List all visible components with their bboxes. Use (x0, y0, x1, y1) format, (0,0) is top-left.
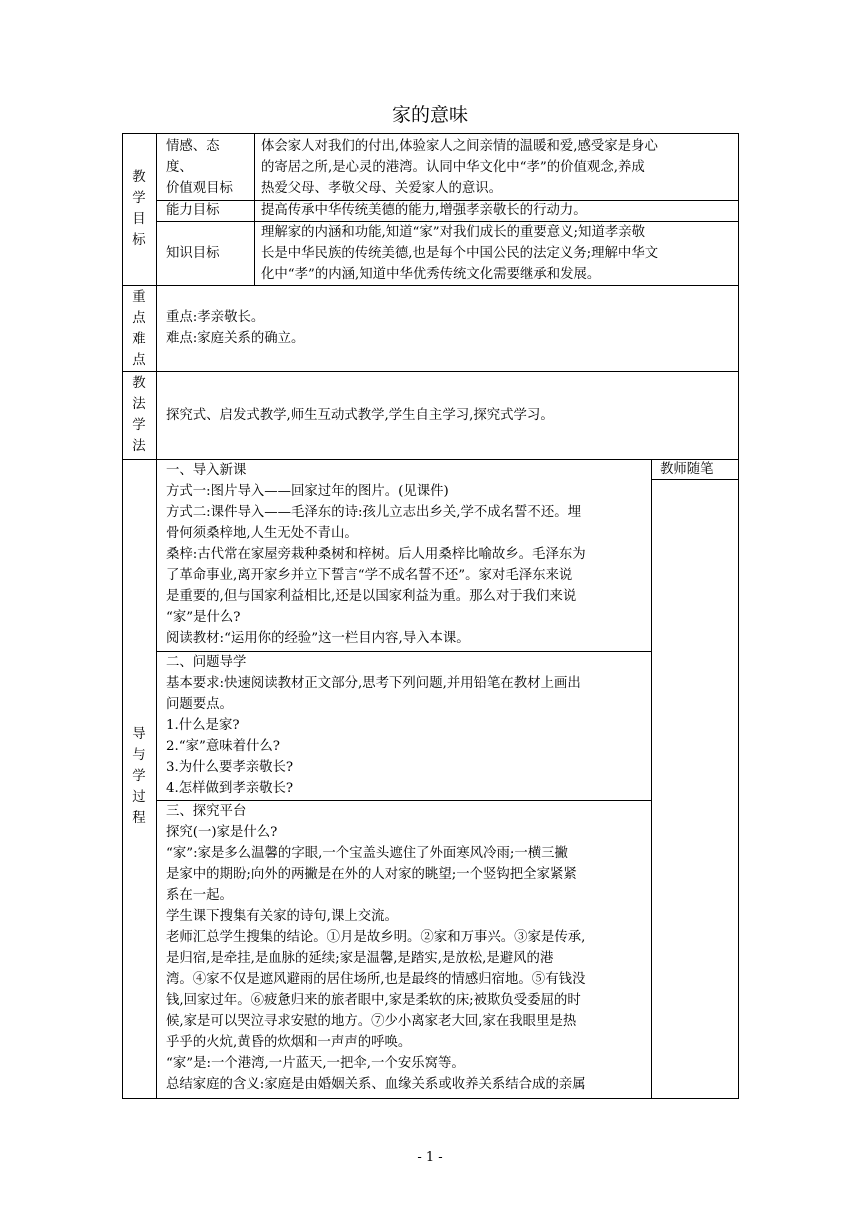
text-line: 桑梓:古代常在家屋旁栽种桑树和梓树。后人用桑梓比喻故乡。毛泽东为 (166, 547, 586, 562)
label-line: 情感、态 (166, 139, 220, 154)
section-heading: 三、探究平台 (166, 804, 247, 819)
text-line: 体会家人对我们的付出,体验家人之间亲情的温暖和爱,感受家是身心 (261, 139, 658, 154)
category-char: 重 (132, 290, 146, 305)
page-number: - 1 - (417, 1150, 443, 1165)
text-line: 探究(一)家是什么? (166, 825, 278, 840)
question-item: 4.怎样做到孝亲敬长? (166, 781, 294, 796)
text-line: “家”是什么? (166, 610, 241, 625)
text-line: 理解家的内涵和功能,知道“家”对我们成长的重要意义;知道孝亲敬 (261, 225, 646, 240)
text-line: 方式一:图片导入——回家过年的图片。(见课件) (166, 484, 449, 499)
objective-label-knowledge: 知识目标 (166, 246, 220, 261)
text-line: 化中“孝”的内涵,知道中华优秀传统文化需要继承和发展。 (261, 267, 601, 282)
document-title: 家的意味 (391, 104, 468, 126)
objective-label-ability: 能力目标 (166, 203, 220, 218)
text-line: 湾。④家不仅是遮风避雨的居住场所,也是最终的情感归宿地。⑤有钱没 (166, 972, 586, 987)
text-line: “家”是:一个港湾,一片蓝天,一把伞,一个安乐窝等。 (166, 1056, 465, 1071)
category-char: 法 (132, 397, 146, 412)
text-line: 的寄居之所,是心灵的港湾。认同中华文化中“孝”的价值观念,养成 (261, 160, 645, 175)
text-line: 总结家庭的含义:家庭是由婚姻关系、血缘关系或收养关系结合成的亲属 (166, 1077, 586, 1092)
label-line: 度、 (166, 160, 193, 175)
category-char: 学 (132, 418, 146, 433)
text-line: 是家中的期盼;向外的两撇是在外的人对家的眺望;一个竖钩把全家紧紧 (166, 867, 577, 882)
text-line: 钱,回家过年。⑥疲惫归来的旅者眼中,家是柔软的床;被欺负受委屈的时 (166, 993, 581, 1008)
category-char: 学 (132, 191, 146, 206)
category-char: 导 (132, 727, 146, 742)
category-char: 标 (132, 233, 146, 248)
category-char: 教 (132, 170, 146, 185)
category-char: 程 (132, 811, 146, 826)
text-line: 阅读教材:“运用你的经验”这一栏目内容,导入本课。 (166, 631, 470, 646)
question-item: 1.什么是家? (166, 718, 240, 733)
section-heading: 二、问题导学 (166, 655, 247, 670)
text-line: 方式二:课件导入——毛泽东的诗:孩儿立志出乡关,学不成名誓不还。埋 (166, 505, 581, 520)
section-heading: 一、导入新课 (166, 463, 247, 478)
objectives-category (122, 167, 156, 251)
text-line: 乎乎的火炕,黄昏的炊烟和一声声的呼唤。 (166, 1035, 412, 1050)
section-questions (166, 652, 648, 799)
text-line: 系在一起。 (166, 888, 233, 903)
text-line: 学生课下搜集有关家的诗句,课上交流。 (166, 909, 398, 924)
methods-text: 探究式、启发式教学,师生互动式教学,学生自主学习,探究式学习。 (166, 408, 554, 423)
text-line: “家”:家是多么温馨的字眼,一个宝盖头遮住了外面寒风冷雨;一横三撇 (166, 846, 568, 861)
text-line: 老师汇总学生搜集的结论。①月是故乡明。②家和万事兴。③家是传承, (166, 930, 586, 945)
text-line: 是归宿,是牵挂,是血脉的延续;家是温馨,是踏实,是放松,是避风的港 (166, 951, 554, 966)
category-char: 点 (132, 353, 146, 368)
difficulty-point: 难点:家庭关系的确立。 (166, 331, 305, 346)
category-char: 教 (132, 376, 146, 391)
objective-text-attitude (261, 136, 735, 199)
category-char: 难 (132, 332, 146, 347)
text-line: 问题要点。 (166, 697, 233, 712)
category-char: 学 (132, 769, 146, 784)
text-line: 是重要的,但与国家利益相比,还是以国家利益为重。那么对于我们来说 (166, 589, 577, 604)
objective-text-knowledge (261, 222, 735, 285)
process-category (122, 724, 156, 829)
category-char: 法 (132, 439, 146, 454)
label-line: 价值观目标 (166, 181, 233, 196)
text-line: 基本要求:快速阅读教材正文部分,思考下列问题,并用铅笔在教材上画出 (166, 676, 581, 691)
category-char: 过 (132, 790, 146, 805)
text-line: 骨何须桑梓地,人生无处不青山。 (166, 526, 358, 541)
text-line: 候,家是可以哭泣寻求安慰的地方。⑦少小离家老大回,家在我眼里是热 (166, 1014, 577, 1029)
objective-label-attitude (166, 136, 252, 199)
text-line: 热爱父母、孝敬父母、关爱家人的意识。 (261, 181, 503, 196)
section-intro (166, 460, 648, 649)
text-line: 长是中华民族的传统美德,也是每个中国公民的法定义务;理解中华文 (261, 246, 659, 261)
question-item: 3.为什么要孝亲敬长? (166, 760, 294, 775)
keypoints-category (122, 287, 156, 371)
category-char: 与 (132, 748, 146, 763)
category-char: 目 (132, 212, 146, 227)
keypoints-text (166, 307, 304, 349)
section-explore (166, 801, 648, 1095)
key-point: 重点:孝亲敬长。 (166, 310, 265, 325)
teacher-notes-header: 教师随笔 (660, 462, 714, 477)
methods-category (122, 373, 156, 457)
question-item: 2.“家”意味着什么? (166, 739, 280, 754)
objective-text-ability: 提高传承中华传统美德的能力,增强孝亲敬长的行动力。 (261, 203, 587, 218)
category-char: 点 (132, 311, 146, 326)
text-line: 了革命事业,离开家乡并立下誓言“学不成名誓不还”。家对毛泽东来说 (166, 568, 573, 583)
